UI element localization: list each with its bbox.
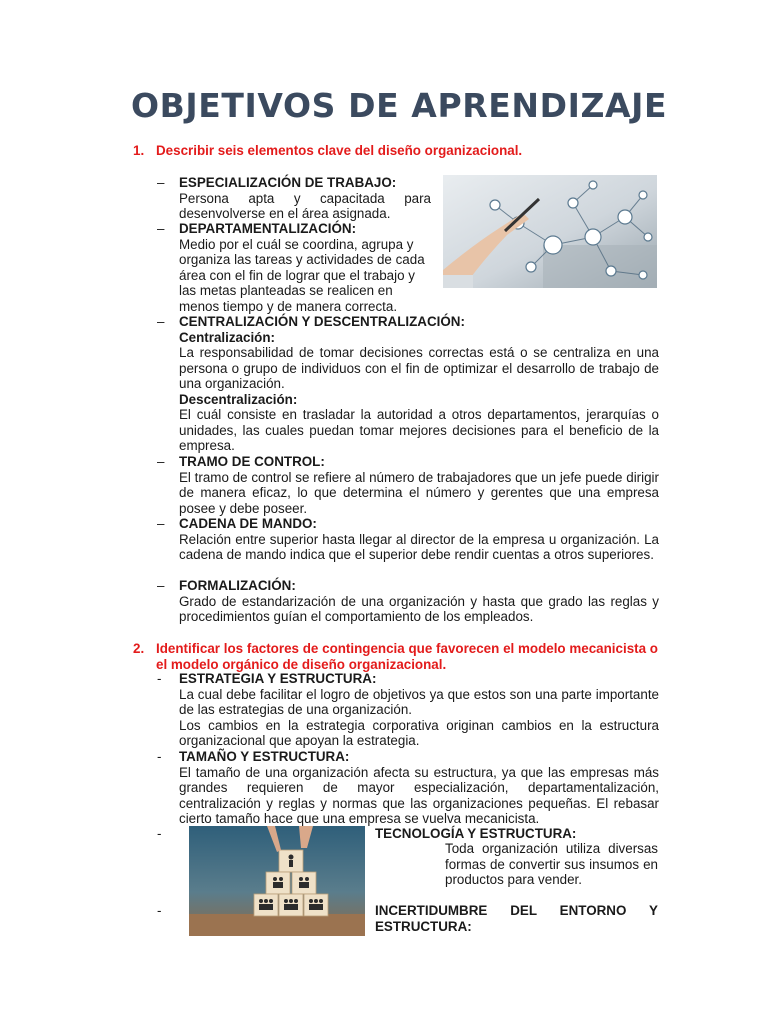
item-text: Medio por el cuál se coordina, agrupa y organiza las tareas y actividades de cada área con el fin de lograr que el trabajo y las metas planteadas se realicen en menos tiempo y de manera correcta. [179, 236, 425, 314]
item-text: Toda organización utiliza diversas formas de convertir sus insumos en productos para vender. [445, 841, 658, 887]
bullet: – [157, 314, 165, 329]
item-text: Relación entre superior hasta llegar al director de la empresa u organización. La cadena de mando indica que el superior debe rendir cuentas a otros superiores. [179, 531, 659, 562]
item-text: La responsabilidad de tomar decisiones correctas está o se centraliza en una persona o grupo de individuos con el fin de optimizar el desarrollo de trabajo de una organización. [179, 345, 659, 391]
list-item [157, 578, 659, 625]
item-text: El tramo de control se refiere al número de trabajadores que un jefe puede dirigir de manera eficaz, lo que determina el número y gerentes que una empresa posee y debe poseer. [179, 469, 659, 516]
bullet: - [157, 749, 162, 764]
bullet: – [157, 221, 165, 236]
bullet: - [157, 903, 162, 918]
list-item [157, 749, 659, 827]
list-item [157, 175, 431, 222]
bullet: – [157, 454, 165, 469]
list-item [157, 671, 659, 749]
item-heading: FORMALIZACIÓN: [179, 578, 296, 593]
item-text: La cual debe facilitar el logro de objetivos ya que estos son una parte importante de las estrategias de una organización. [179, 686, 659, 717]
bullet: – [157, 578, 165, 593]
objective-2 [133, 641, 658, 673]
item-heading: ESTRATEGIA Y ESTRUCTURA: [179, 671, 377, 686]
objective-number: 2. [133, 641, 145, 656]
item-heading: TECNOLOGÍA Y ESTRUCTURA: [375, 826, 577, 841]
item-subheading: Descentralización: [179, 391, 298, 407]
objective-1 [133, 143, 653, 159]
bullet: – [157, 175, 165, 190]
network-image [443, 175, 657, 288]
item-heading: INCERTIDUMBRE DEL ENTORNO Y ESTRUCTURA: [375, 903, 658, 934]
objective-text: Identificar los factores de contingencia que favorecen el modelo mecanicista o el modelo orgánico de diseño organizacional. [156, 641, 658, 672]
list-item [157, 516, 659, 563]
list-item [157, 221, 431, 314]
objective-text: Describir seis elementos clave del diseño organizacional. [156, 143, 523, 158]
item-heading: ESPECIALIZACIÓN DE TRABAJO: [179, 175, 397, 190]
item-heading: CENTRALIZACIÓN Y DESCENTRALIZACIÓN: [179, 314, 465, 329]
list-item [157, 314, 659, 454]
bullet: - [157, 671, 162, 686]
list-item [157, 454, 659, 516]
bullet: - [157, 826, 162, 841]
item-heading: CADENA DE MANDO: [179, 516, 317, 531]
page-title: OBJETIVOS DE APRENDIZAJE [131, 86, 668, 125]
item-text: El cuál consiste en trasladar la autoridad a otros departamentos, jerarquías o unidades, las cuales puedan tomar mejores decisiones para el beneficio de la empresa. [179, 407, 659, 453]
hierarchy-cubes-image [189, 826, 365, 936]
item-subheading: Centralización: [179, 329, 275, 345]
item-text: Grado de estandarización de una organización y hasta que grado las reglas y procedimientos guían el comportamiento de los empleados. [179, 593, 659, 624]
item-heading: TRAMO DE CONTROL: [179, 454, 325, 469]
item-heading: DEPARTAMENTALIZACIÓN: [179, 221, 357, 236]
item-text: Persona apta y capacitada para desenvolverse en el área asignada. [179, 190, 431, 221]
bullet: – [157, 516, 165, 531]
objective-number: 1. [133, 143, 145, 158]
item-heading: TAMAÑO Y ESTRUCTURA: [179, 749, 350, 764]
item-text: Los cambios en la estrategia corporativa originan cambios en la estructura organizacional que apoyan la estrategia. [179, 717, 659, 748]
item-text: El tamaño de una organización afecta su estructura, ya que las empresas más grandes requieren de mayor especialización, departamentalización, centralización y reglas y normas que las organizaciones pequeñas. El rebasar cierto tamaño hace que una empresa se vuelva mecanicista. [179, 764, 659, 826]
